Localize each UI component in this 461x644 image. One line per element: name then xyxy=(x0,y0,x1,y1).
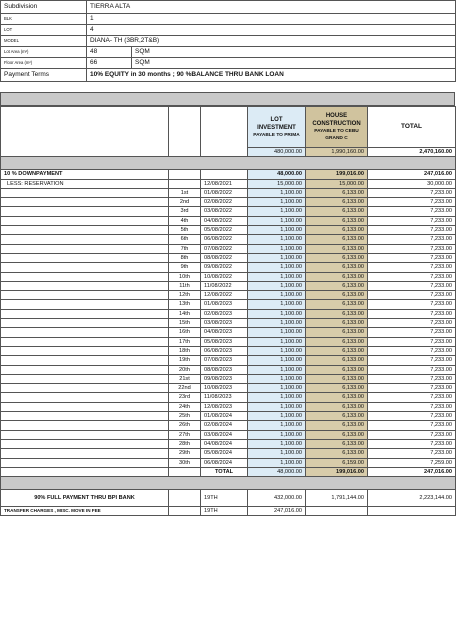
installment-number: 4th xyxy=(169,216,201,225)
reservation-date: 12/08/2021 xyxy=(201,179,248,188)
installment-row xyxy=(1,412,456,421)
installment-row xyxy=(1,207,456,216)
separator-band xyxy=(0,92,455,106)
header-lot-line2: INVESTMENT xyxy=(257,124,296,131)
empty-cell xyxy=(1,207,169,216)
header-blank xyxy=(201,107,248,157)
info-row-floor-area xyxy=(1,58,456,69)
installment-number: 28th xyxy=(169,439,201,448)
empty-cell xyxy=(1,198,169,207)
installment-total: 7,233.00 xyxy=(368,430,456,439)
installment-row xyxy=(1,281,456,290)
installment-number: 24th xyxy=(169,402,201,411)
installment-total: 7,259.00 xyxy=(368,458,456,467)
empty-cell xyxy=(1,449,169,458)
installment-date: 01/08/2024 xyxy=(201,412,248,421)
header-lot-line1: LOT xyxy=(270,116,283,123)
installment-hc: 6,133.00 xyxy=(306,291,368,300)
installment-total: 7,233.00 xyxy=(368,263,456,272)
info-key: BLK xyxy=(1,14,87,25)
downpayment-total: 247,016.00 xyxy=(368,170,456,179)
installment-total: 7,233.00 xyxy=(368,207,456,216)
header-hc-line3: PAYABLE TO CEBU xyxy=(314,129,359,134)
installment-lot: 1,100.00 xyxy=(248,235,306,244)
installment-lot: 1,100.00 xyxy=(248,300,306,309)
empty-cell xyxy=(1,374,169,383)
reservation-total: 30,000.00 xyxy=(368,179,456,188)
info-value: 10% EQUITY in 30 months ; 90 %BALANCE THRU BANK LOAN xyxy=(87,69,456,82)
installment-number: 14th xyxy=(169,309,201,318)
installment-row xyxy=(1,439,456,448)
empty-cell xyxy=(368,507,456,516)
empty-cell xyxy=(1,402,169,411)
total-label: TOTAL xyxy=(201,467,248,476)
empty-cell xyxy=(1,421,169,430)
reservation-hc: 15,000.00 xyxy=(306,179,368,188)
installment-row xyxy=(1,384,456,393)
installment-row xyxy=(1,235,456,244)
installment-hc: 6,133.00 xyxy=(306,188,368,197)
info-row-blk xyxy=(1,14,456,25)
installment-hc: 6,133.00 xyxy=(306,281,368,290)
installment-number: 6th xyxy=(169,235,201,244)
installment-row xyxy=(1,291,456,300)
empty-cell xyxy=(1,300,169,309)
installment-hc: 6,133.00 xyxy=(306,263,368,272)
installment-row xyxy=(1,226,456,235)
info-key: Payment Terms xyxy=(1,69,87,82)
empty-cell xyxy=(1,272,169,281)
installment-date: 08/08/2022 xyxy=(201,253,248,262)
installment-number: 18th xyxy=(169,346,201,355)
installment-row xyxy=(1,300,456,309)
installment-row xyxy=(1,365,456,374)
installment-hc: 6,133.00 xyxy=(306,421,368,430)
full-payment-month: 19TH xyxy=(201,490,248,507)
installment-hc: 6,133.00 xyxy=(306,235,368,244)
empty-cell xyxy=(1,216,169,225)
installment-date: 03/08/2023 xyxy=(201,319,248,328)
installment-total: 7,233.00 xyxy=(368,421,456,430)
installment-lot: 1,100.00 xyxy=(248,188,306,197)
header-hc-line1: HOUSE xyxy=(325,113,348,119)
installment-number: 27th xyxy=(169,430,201,439)
reservation-label: LESS: RESERVATION xyxy=(1,179,169,188)
installment-total: 7,233.00 xyxy=(368,449,456,458)
installment-lot: 1,100.00 xyxy=(248,291,306,300)
installment-total: 7,233.00 xyxy=(368,300,456,309)
info-value: DIANA- TH (3BR,2T&B) xyxy=(87,36,456,47)
downpayment-hc: 199,016.00 xyxy=(306,170,368,179)
installment-row xyxy=(1,337,456,346)
empty-cell xyxy=(169,507,201,516)
installment-total: 7,233.00 xyxy=(368,235,456,244)
installment-date: 11/08/2023 xyxy=(201,393,248,402)
installment-hc: 6,133.00 xyxy=(306,207,368,216)
property-info-table xyxy=(0,0,456,82)
full-payment-row xyxy=(1,490,456,507)
info-unit: SQM xyxy=(132,47,456,58)
installment-number: 29th xyxy=(169,449,201,458)
installment-number: 26th xyxy=(169,421,201,430)
installment-row xyxy=(1,263,456,272)
installment-lot: 1,100.00 xyxy=(248,393,306,402)
installment-total: 7,233.00 xyxy=(368,226,456,235)
installment-lot: 1,100.00 xyxy=(248,272,306,281)
empty-cell xyxy=(169,170,201,179)
installment-number: 10th xyxy=(169,272,201,281)
installment-date: 12/08/2023 xyxy=(201,402,248,411)
installment-hc: 6,133.00 xyxy=(306,384,368,393)
empty-cell xyxy=(1,244,169,253)
empty-cell xyxy=(1,263,169,272)
installment-lot: 1,100.00 xyxy=(248,421,306,430)
installment-lot: 1,100.00 xyxy=(248,263,306,272)
installment-number: 22nd xyxy=(169,384,201,393)
installment-number: 7th xyxy=(169,244,201,253)
installment-number: 5th xyxy=(169,226,201,235)
header-hc-line4: GRAND C xyxy=(325,136,348,141)
installment-total: 7,233.00 xyxy=(368,253,456,262)
transfer-month: 19TH xyxy=(201,507,248,516)
full-payment-hc: 1,791,144.00 xyxy=(306,490,368,507)
installment-total: 7,233.00 xyxy=(368,384,456,393)
installment-row xyxy=(1,319,456,328)
installment-number: 9th xyxy=(169,263,201,272)
info-row-lot xyxy=(1,25,456,36)
installment-number: 19th xyxy=(169,356,201,365)
installment-lot: 1,100.00 xyxy=(248,281,306,290)
installment-number: 13th xyxy=(169,300,201,309)
empty-cell xyxy=(1,235,169,244)
empty-cell xyxy=(201,170,248,179)
installment-lot: 1,100.00 xyxy=(248,226,306,235)
installment-lot: 1,100.00 xyxy=(248,356,306,365)
installment-row xyxy=(1,393,456,402)
empty-cell xyxy=(169,467,201,476)
header-hc-line2: CONSTRUCTION xyxy=(312,121,361,127)
installment-date: 05/08/2024 xyxy=(201,449,248,458)
installment-total: 7,233.00 xyxy=(368,402,456,411)
installment-date: 02/08/2023 xyxy=(201,309,248,318)
installment-hc: 6,133.00 xyxy=(306,244,368,253)
total-total: 247,016.00 xyxy=(368,467,456,476)
info-value: TIERRA ALTA xyxy=(87,1,456,14)
installment-hc: 6,133.00 xyxy=(306,365,368,374)
installment-total: 7,233.00 xyxy=(368,216,456,225)
installment-hc: 6,133.00 xyxy=(306,402,368,411)
empty-cell xyxy=(169,490,201,507)
installment-hc: 6,133.00 xyxy=(306,198,368,207)
installment-hc: 6,133.00 xyxy=(306,439,368,448)
empty-cell xyxy=(1,346,169,355)
header-row xyxy=(1,107,456,148)
installment-lot: 1,100.00 xyxy=(248,319,306,328)
full-payment-total: 2,223,144.00 xyxy=(368,490,456,507)
installment-date: 03/08/2024 xyxy=(201,430,248,439)
total-hc: 199,016.00 xyxy=(306,467,368,476)
installment-total: 7,233.00 xyxy=(368,412,456,421)
installment-total: 7,233.00 xyxy=(368,319,456,328)
installment-number: 21st xyxy=(169,374,201,383)
installment-lot: 1,100.00 xyxy=(248,374,306,383)
empty-cell xyxy=(1,439,169,448)
installment-hc: 6,133.00 xyxy=(306,300,368,309)
installment-date: 05/08/2023 xyxy=(201,337,248,346)
header-total: TOTAL xyxy=(368,107,456,148)
transfer-label: TRANSFER CHARGES , MISC. MOVE IN FEE xyxy=(1,507,169,516)
installment-date: 01/08/2022 xyxy=(201,188,248,197)
installment-date: 02/08/2024 xyxy=(201,421,248,430)
installment-total: 7,233.00 xyxy=(368,244,456,253)
installment-hc: 6,133.00 xyxy=(306,337,368,346)
gray-separator-row xyxy=(1,477,456,490)
empty-cell xyxy=(1,412,169,421)
installment-total: 7,233.00 xyxy=(368,291,456,300)
empty-cell xyxy=(1,365,169,374)
header-blank xyxy=(1,107,169,157)
house-price: 1,990,160.00 xyxy=(306,148,368,157)
installment-number: 25th xyxy=(169,412,201,421)
installment-date: 04/08/2022 xyxy=(201,216,248,225)
info-key: MODEL xyxy=(1,36,87,47)
installment-hc: 6,133.00 xyxy=(306,393,368,402)
installment-number: 16th xyxy=(169,328,201,337)
empty-cell xyxy=(1,328,169,337)
empty-cell xyxy=(1,226,169,235)
header-lot-investment xyxy=(248,107,306,148)
installment-row xyxy=(1,244,456,253)
separator-band xyxy=(1,157,456,170)
installment-lot: 1,100.00 xyxy=(248,384,306,393)
installment-number: 1st xyxy=(169,188,201,197)
installment-row xyxy=(1,272,456,281)
empty-cell xyxy=(1,356,169,365)
installment-date: 05/08/2022 xyxy=(201,226,248,235)
installment-row xyxy=(1,458,456,467)
installment-lot: 1,100.00 xyxy=(248,337,306,346)
installment-number: 8th xyxy=(169,253,201,262)
installment-number: 2nd xyxy=(169,198,201,207)
installment-number: 3rd xyxy=(169,207,201,216)
installment-total: 7,233.00 xyxy=(368,188,456,197)
installment-total: 7,233.00 xyxy=(368,198,456,207)
info-key: LOT xyxy=(1,25,87,36)
installment-row xyxy=(1,374,456,383)
installment-total: 7,233.00 xyxy=(368,309,456,318)
installment-row xyxy=(1,188,456,197)
installment-row xyxy=(1,309,456,318)
empty-cell xyxy=(1,384,169,393)
info-value: 48 xyxy=(87,47,132,58)
installment-date: 11/08/2022 xyxy=(201,281,248,290)
downpayment-label: 10 % DOWNPAYMENT xyxy=(1,170,169,179)
installment-lot: 1,100.00 xyxy=(248,216,306,225)
installment-number: 15th xyxy=(169,319,201,328)
header-lot-line3: PAYABLE TO PRIMA xyxy=(253,132,300,138)
installment-date: 02/08/2022 xyxy=(201,198,248,207)
installment-hc: 6,133.00 xyxy=(306,374,368,383)
installment-row xyxy=(1,449,456,458)
installment-date: 07/08/2022 xyxy=(201,244,248,253)
header-blank xyxy=(169,107,201,157)
installment-hc: 6,133.00 xyxy=(306,272,368,281)
installment-lot: 1,100.00 xyxy=(248,458,306,467)
installment-lot: 1,100.00 xyxy=(248,430,306,439)
installment-date: 10/08/2023 xyxy=(201,384,248,393)
total-row xyxy=(1,467,456,476)
installment-date: 08/08/2023 xyxy=(201,365,248,374)
installment-number: 30th xyxy=(169,458,201,467)
installment-total: 7,233.00 xyxy=(368,346,456,355)
installment-hc: 6,133.00 xyxy=(306,328,368,337)
empty-cell xyxy=(1,430,169,439)
installment-date: 04/08/2024 xyxy=(201,439,248,448)
installment-row xyxy=(1,198,456,207)
installment-total: 7,233.00 xyxy=(368,374,456,383)
total-lot: 48,000.00 xyxy=(248,467,306,476)
empty-cell xyxy=(169,179,201,188)
installment-hc: 6,133.00 xyxy=(306,226,368,235)
info-row-subdivision xyxy=(1,1,456,14)
installment-total: 7,233.00 xyxy=(368,281,456,290)
installment-hc: 6,133.00 xyxy=(306,309,368,318)
full-payment-lot: 432,000.00 xyxy=(248,490,306,507)
installment-row xyxy=(1,216,456,225)
installment-lot: 1,100.00 xyxy=(248,449,306,458)
installment-date: 04/08/2023 xyxy=(201,328,248,337)
gray-separator-row xyxy=(1,157,456,170)
installment-hc: 6,133.00 xyxy=(306,356,368,365)
empty-cell xyxy=(1,309,169,318)
installment-hc: 6,133.00 xyxy=(306,430,368,439)
installment-date: 10/08/2022 xyxy=(201,272,248,281)
empty-cell xyxy=(1,337,169,346)
empty-cell xyxy=(1,467,169,476)
installment-lot: 1,100.00 xyxy=(248,412,306,421)
reservation-row xyxy=(1,179,456,188)
info-key: Subdivision xyxy=(1,1,87,14)
installment-total: 7,233.00 xyxy=(368,365,456,374)
installment-lot: 1,100.00 xyxy=(248,244,306,253)
empty-cell xyxy=(1,319,169,328)
installments-body xyxy=(1,188,456,467)
empty-cell xyxy=(1,291,169,300)
installment-date: 06/08/2023 xyxy=(201,346,248,355)
installment-hc: 6,133.00 xyxy=(306,346,368,355)
info-row-payment-terms xyxy=(1,69,456,82)
installment-date: 03/08/2022 xyxy=(201,207,248,216)
empty-cell xyxy=(1,393,169,402)
info-value: 66 xyxy=(87,58,132,69)
installment-hc: 6,133.00 xyxy=(306,253,368,262)
installment-date: 06/08/2022 xyxy=(201,235,248,244)
installment-date: 01/08/2023 xyxy=(201,300,248,309)
empty-cell xyxy=(306,507,368,516)
installment-row xyxy=(1,430,456,439)
installment-row xyxy=(1,421,456,430)
installment-total: 7,233.00 xyxy=(368,393,456,402)
installment-lot: 1,100.00 xyxy=(248,439,306,448)
installment-hc: 6,133.00 xyxy=(306,319,368,328)
installment-number: 12th xyxy=(169,291,201,300)
header-house-construction xyxy=(306,107,368,148)
installment-row xyxy=(1,356,456,365)
downpayment-lot: 48,000.00 xyxy=(248,170,306,179)
info-value: 1 xyxy=(87,14,456,25)
installment-date: 12/08/2022 xyxy=(201,291,248,300)
installment-lot: 1,100.00 xyxy=(248,346,306,355)
empty-cell xyxy=(1,188,169,197)
info-unit: SQM xyxy=(132,58,456,69)
installment-lot: 1,100.00 xyxy=(248,198,306,207)
info-key: Lot Area (m²) xyxy=(1,47,87,58)
downpayment-row xyxy=(1,170,456,179)
installment-lot: 1,100.00 xyxy=(248,253,306,262)
transfer-row xyxy=(1,507,456,516)
installment-row xyxy=(1,253,456,262)
payment-schedule-table xyxy=(0,106,456,516)
installment-hc: 6,159.00 xyxy=(306,458,368,467)
info-row-lot-area xyxy=(1,47,456,58)
installment-hc: 6,133.00 xyxy=(306,216,368,225)
installment-row xyxy=(1,402,456,411)
installment-date: 06/08/2024 xyxy=(201,458,248,467)
info-value: 4 xyxy=(87,25,456,36)
transfer-lot: 247,016.00 xyxy=(248,507,306,516)
installment-number: 11th xyxy=(169,281,201,290)
installment-total: 7,233.00 xyxy=(368,356,456,365)
installment-hc: 6,133.00 xyxy=(306,412,368,421)
installment-row xyxy=(1,346,456,355)
info-key: Floor Area (m²) xyxy=(1,58,87,69)
installment-lot: 1,100.00 xyxy=(248,328,306,337)
installment-lot: 1,100.00 xyxy=(248,402,306,411)
info-row-model xyxy=(1,36,456,47)
separator-band xyxy=(1,477,456,490)
installment-row xyxy=(1,328,456,337)
installment-lot: 1,100.00 xyxy=(248,207,306,216)
installment-total: 7,233.00 xyxy=(368,337,456,346)
full-payment-label: 90% FULL PAYMENT THRU BPI BANK xyxy=(1,490,169,507)
installment-date: 09/08/2023 xyxy=(201,374,248,383)
installment-hc: 6,133.00 xyxy=(306,449,368,458)
lot-price: 480,000.00 xyxy=(248,148,306,157)
installment-number: 20th xyxy=(169,365,201,374)
installment-date: 09/08/2022 xyxy=(201,263,248,272)
installment-lot: 1,100.00 xyxy=(248,365,306,374)
installment-total: 7,233.00 xyxy=(368,439,456,448)
installment-lot: 1,100.00 xyxy=(248,309,306,318)
installment-number: 23rd xyxy=(169,393,201,402)
empty-cell xyxy=(1,458,169,467)
installment-total: 7,233.00 xyxy=(368,328,456,337)
reservation-lot: 15,000.00 xyxy=(248,179,306,188)
installment-number: 17th xyxy=(169,337,201,346)
installment-total: 7,233.00 xyxy=(368,272,456,281)
empty-cell xyxy=(1,253,169,262)
total-price: 2,470,160.00 xyxy=(368,148,456,157)
installment-date: 07/08/2023 xyxy=(201,356,248,365)
empty-cell xyxy=(1,281,169,290)
